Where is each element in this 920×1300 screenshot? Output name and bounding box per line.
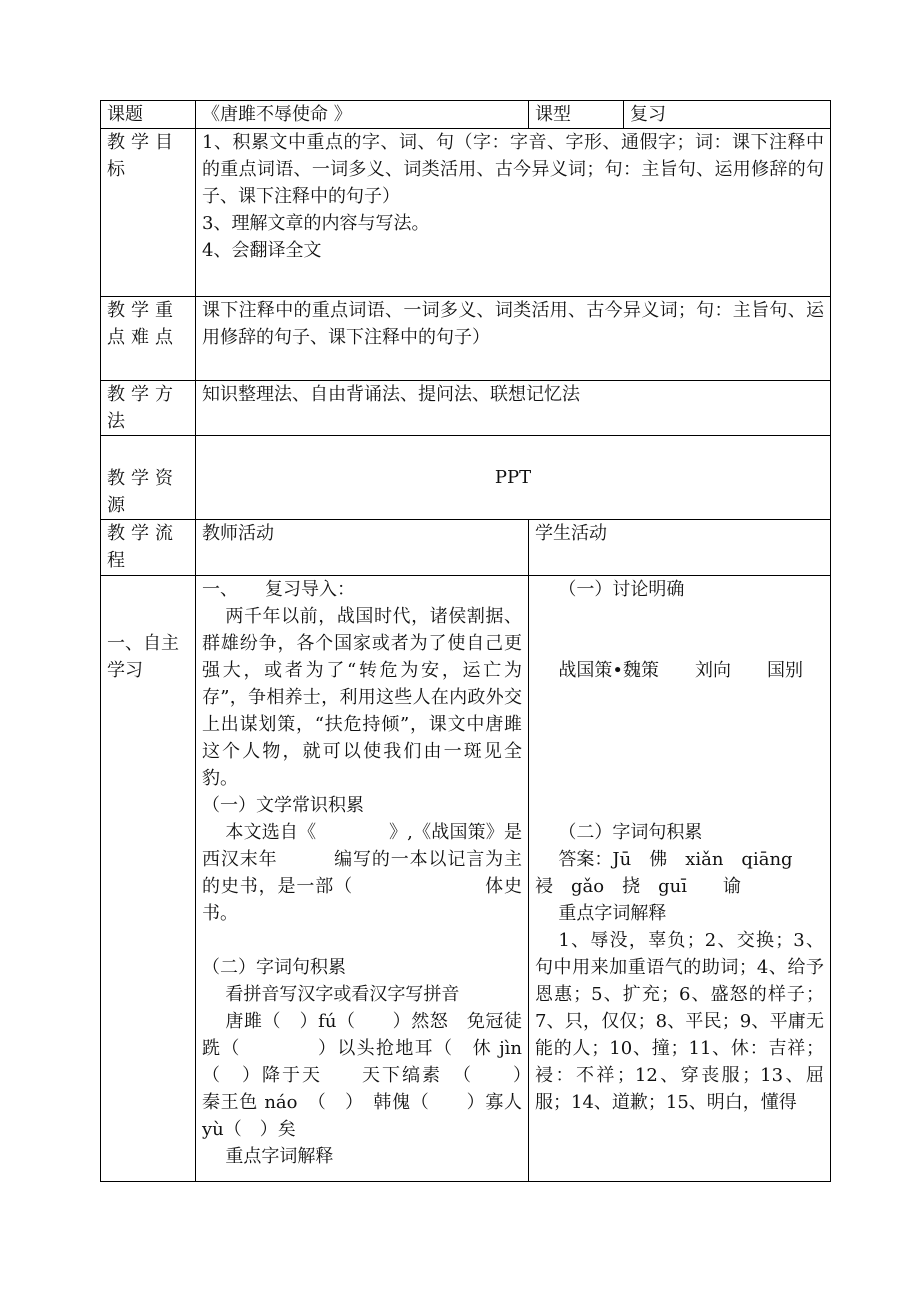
methods-content: 知识整理法、自由背诵法、提问法、联想记忆法 [196, 381, 831, 436]
row-flow-header [101, 520, 831, 576]
literature-text: 本文选自《 》,《战国策》是西汉末年 编写的一本以记言为主的史书，是一部（ 体史书。 [202, 822, 522, 924]
discuss-heading: （一）讨论明确 [558, 579, 685, 600]
key-words-heading: 重点字词解释 [225, 1146, 334, 1167]
flow-label: 教学流程 [101, 520, 196, 576]
resources-label: 教学资源 [101, 436, 196, 520]
goals-label: 教学目标 [101, 129, 196, 297]
type-label: 课型 [529, 101, 624, 129]
goals-content [196, 129, 831, 297]
student-header: 学生活动 [529, 520, 831, 576]
topic-label: 课题 [101, 101, 196, 129]
teacher-header: 教师活动 [196, 520, 529, 576]
goal-line: 1、积累文中重点的字、词、句（字：字音、字形、通假字；词：课下注释中的重点词语、一词多义、词类活用、古今异义词；句：主旨句、运用修辞的句子、课下注释中的句子） [202, 132, 824, 207]
row-methods [101, 381, 831, 436]
word-heading: （二）字词句积累 [202, 957, 346, 978]
teacher-activity [196, 576, 540, 1182]
pinyin-intro: 看拼音写汉字或看汉字写拼音 [225, 984, 460, 1005]
row-key-points [101, 297, 831, 381]
spacer [535, 684, 824, 819]
review-heading: 一、 复习导入： [202, 579, 355, 600]
key-points-content: 课下注释中的重点词语、一词多义、词类活用、古今异义词；句：主旨句、运用修辞的句子、课下注释中的句子） [196, 297, 831, 381]
lesson-plan-table [100, 100, 831, 1182]
row-self-study [101, 576, 831, 1182]
self-study-label: 一、自主学习 [101, 576, 196, 1182]
literature-heading: （一）文学常识积累 [202, 795, 364, 816]
student-activity [529, 576, 831, 1182]
spacer [535, 603, 824, 657]
pinyin-answer: 答案：Jū 佛 xiǎn qiāng [558, 849, 793, 870]
spacer [202, 927, 522, 954]
goal-line: 3、理解文章的内容与写法。 [202, 213, 430, 234]
row-topic [101, 101, 831, 129]
row-goals [101, 129, 831, 297]
type-value: 复习 [624, 101, 831, 129]
pinyin-answer: 祲 gǎo 挠 guī 谕 [535, 876, 741, 897]
intro-text: 两千年以前，战国时代，诸侯割据、群雄纷争，各个国家或者为了使自己更强大，或者为了“转危为安，运亡为存”，争相养士，利用这些人在内政外交上出谋划策，“扶危持倾”，课文中唐雎这个人物，就可以使我们由一斑见全豹。 [202, 606, 522, 789]
pinyin-exercise: 唐雎（ ）fú（ ）然怒 免冠徒跣（ ）以头抢地耳（ 休 jìn （ ）降于天 天下缟素 （ ） 秦王色 náo （ ） 韩傀（ ）寡人 yù（ ）矣 [202, 1011, 540, 1140]
key-words-answers: 1、辱没，辜负；2、交换；3、句中用来加重语气的助词；4、给予恩惠；5、扩充；6、盛怒的样子；7、只，仅仅；8、平民；9、平庸无能的人；10、撞；11、休：吉祥；祲：不祥；12、穿丧服；13、屈服；14、道歉；15、明白，懂得 [535, 930, 824, 1113]
key-words-heading: 重点字词解释 [558, 903, 667, 924]
key-points-label: 教学重点难点 [101, 297, 196, 381]
row-resources [101, 436, 831, 520]
resources-content: PPT [196, 436, 831, 520]
topic-value: 《唐雎不辱使命 》 [196, 101, 529, 129]
methods-label: 教学方法 [101, 381, 196, 436]
lit-answer: 战国策•魏策 刘向 国别 [558, 660, 804, 681]
word-heading: （二）字词句积累 [558, 822, 703, 843]
goal-line: 4、会翻译全文 [202, 240, 322, 261]
